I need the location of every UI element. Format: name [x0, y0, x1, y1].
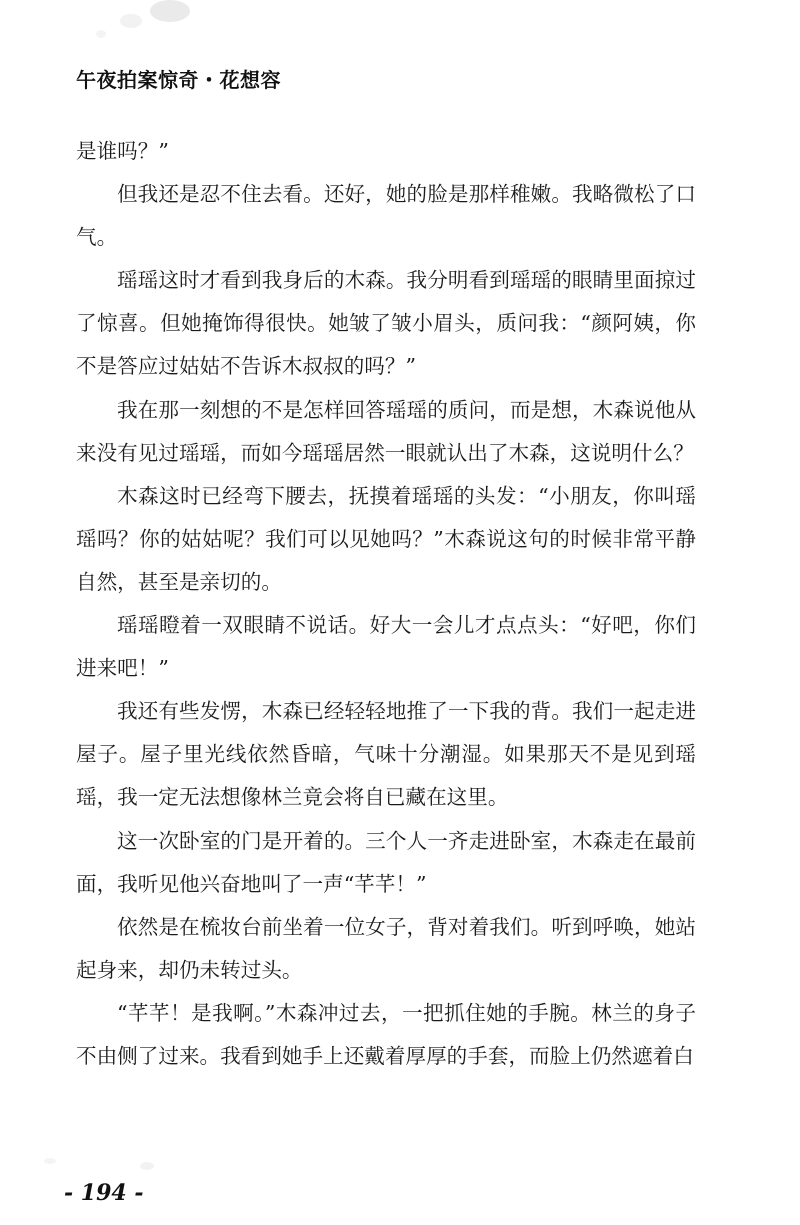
- scan-speck: [96, 30, 106, 38]
- running-header-title: 午夜拍案惊奇・花想容: [76, 68, 281, 92]
- scan-speck: [44, 1158, 56, 1164]
- paragraph: 我在那一刻想的不是怎样回答瑶瑶的质问，而是想，木森说他从来没有见过瑶瑶，而如今瑶瑶居然一眼就认出了木森，这说明什么？: [76, 397, 696, 465]
- paragraph: 是谁吗？”: [76, 139, 169, 163]
- paragraph: 瑶瑶这时才看到我身后的木森。我分明看到瑶瑶的眼睛里面掠过了惊喜。但她掩饰得很快。她皱了皱小眉头，质问我：“颜阿姨，你不是答应过姑姑不告诉木叔叔的吗？”: [76, 268, 696, 379]
- scan-speck: [140, 1162, 154, 1170]
- paragraph: 我还有些发愣，木森已经轻轻地推了一下我的背。我们一起走进屋子。屋子里光线依然昏暗，气味十分潮湿。如果那天不是见到瑶瑶，我一定无法想像林兰竟会将自已藏在这里。: [76, 699, 696, 810]
- scan-speck: [150, 0, 190, 22]
- paragraph: 瑶瑶瞪着一双眼睛不说话。好大一会儿才点点头：“好吧，你们进来吧！”: [76, 613, 696, 681]
- paragraph: 但我还是忍不住去看。还好，她的脸是那样稚嫩。我略微松了口气。: [76, 182, 696, 250]
- paragraph: 木森这时已经弯下腰去，抚摸着瑶瑶的头发：“小朋友，你叫瑶瑶吗？你的姑姑呢？我们可以见她吗？”木森说这句的时候非常平静自然，甚至是亲切的。: [76, 483, 696, 594]
- paragraph: 这一次卧室的门是开着的。三个人一齐走进卧室，木森走在最前面，我听见他兴奋地叫了一声“芊芊！”: [76, 828, 696, 896]
- paragraph: 依然是在梳妆台前坐着一位女子，背对着我们。听到呼唤，她站起身来，却仍未转过头。: [76, 914, 696, 982]
- paragraph: “芊芊！是我啊。”木森冲过去，一把抓住她的手腕。林兰的身子不由侧了过来。我看到她手上还戴着厚厚的手套，而脸上仍然遮着白: [76, 1000, 696, 1068]
- page-number: - 194 -: [64, 1180, 144, 1206]
- body-text: [76, 130, 696, 1078]
- scan-speck: [120, 14, 142, 28]
